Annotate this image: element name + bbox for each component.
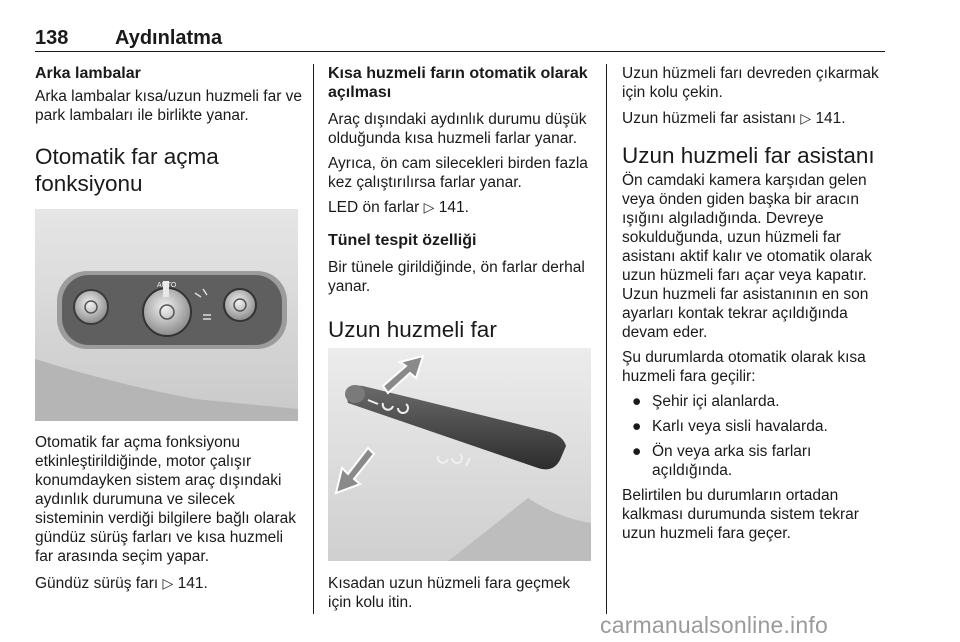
paragraph-assist-ref [622, 109, 890, 128]
heading-rear-lights: Arka lambalar [35, 65, 141, 82]
paragraph-high-beam-assist: Ön camdaki kamera karşıdan gelen veya önden giden başka bir aracın ışığını algıladığında. Devreye sokulduğunda, uzun hüzmeli far asistanı aktif kalır ve otomatik olarak uzun hüzmeli farı açar veya kapatır. Uzun huzmeli far asistanının en son ayarları kontak tekrar açıldığında devam eder. [622, 172, 872, 341]
drl-text: Gündüz sürüş farı [35, 575, 159, 592]
watermark: carmanualsonline.info [600, 612, 828, 638]
list-item [622, 392, 890, 411]
paragraph-high-beam-off: Uzun hüzmeli farı devreden çıkarmak için kolu çekin. [622, 65, 879, 101]
paragraph-resume: Belirtilen bu durumların ortadan kalkması durumunda sistem tekrar uzun huzmeli fara geçer. [622, 487, 859, 542]
heading-low-beam-auto: Kısa huzmeli farın otomatik olarak açılması [328, 65, 588, 101]
page-number: 138 [35, 27, 69, 49]
paragraph-rear-lights: Arka lambalar kısa/uzun huzmeli far ve park lambaları ile birlikte yanar. [35, 88, 303, 124]
bullet-text: Şehir içi alanlarda. [652, 393, 780, 410]
paragraph-low-beam-1: Araç dışındaki aydınlık durumu düşük olduğunda kısa huzmeli farlar yanar. [328, 111, 587, 147]
drl-page-ref[interactable]: 141. [177, 575, 208, 592]
column-divider [313, 64, 314, 614]
heading-auto-lights: Otomatik far açma fonksiyonu [35, 144, 219, 196]
reference-arrow-icon: ▷ [162, 575, 174, 591]
column-1-lower [35, 433, 303, 593]
column-1 [35, 64, 303, 197]
column-2-lower [328, 574, 596, 612]
light-switch-drawing [35, 209, 298, 421]
assist-ref-text: Uzun hüzmeli far asistanı [622, 110, 797, 127]
column-3 [622, 64, 890, 543]
bullet-text: Ön veya arka sis farları açıldığında. [652, 443, 812, 479]
section-title: Aydınlatma [115, 27, 223, 49]
bullet-icon: ● [632, 443, 642, 460]
paragraph-high-beam: Kısadan uzun hüzmeli fara geçmek için kolu itin. [328, 575, 571, 611]
list-item [622, 442, 890, 480]
heading-tunnel: Tünel tespit özelliği [328, 232, 477, 249]
stalk-illustration [328, 348, 591, 561]
assist-page-ref[interactable]: 141. [815, 110, 846, 127]
list-item [622, 417, 890, 436]
stalk-drawing [328, 348, 591, 561]
reference-arrow-icon: ▷ [423, 199, 435, 215]
heading-high-beam: Uzun huzmeli far [328, 317, 497, 342]
bullet-icon: ● [632, 418, 642, 435]
paragraph-drl-ref [35, 574, 303, 593]
auto-label: AUTO [157, 282, 177, 289]
light-switch-illustration [35, 209, 298, 421]
bullet-text: Karlı veya sisli havalarda. [652, 418, 828, 435]
paragraph-led-ref [328, 198, 596, 217]
page-header [35, 25, 885, 52]
heading-high-beam-assist: Uzun huzmeli far asistanı [622, 143, 875, 168]
led-page-ref[interactable]: 141. [438, 199, 469, 216]
column-2 [328, 64, 596, 343]
column-divider [606, 64, 607, 614]
paragraph-tunnel: Bir tünele girildiğinde, ön farlar derhal yanar. [328, 259, 585, 295]
bullet-icon: ● [632, 393, 642, 410]
paragraph-low-beam-2: Ayrıca, ön cam silecekleri birden fazla kez çalıştırılırsa farlar yanar. [328, 155, 588, 191]
paragraph-cases: Şu durumlarda otomatik olarak kısa huzmeli fara geçilir: [622, 349, 866, 385]
led-text: LED ön farlar [328, 199, 420, 216]
reference-arrow-icon: ▷ [800, 110, 812, 126]
paragraph-auto-lights: Otomatik far açma fonksiyonu etkinleştirildiğinde, motor çalışır konumdayken sistem araç dışındaki aydınlık durumuna ve silecek sisteminin verdiği bilgilere bağlı olarak gündüz sürüş farları ve kısa huzmeli far arasında seçim yapar. [35, 434, 297, 565]
